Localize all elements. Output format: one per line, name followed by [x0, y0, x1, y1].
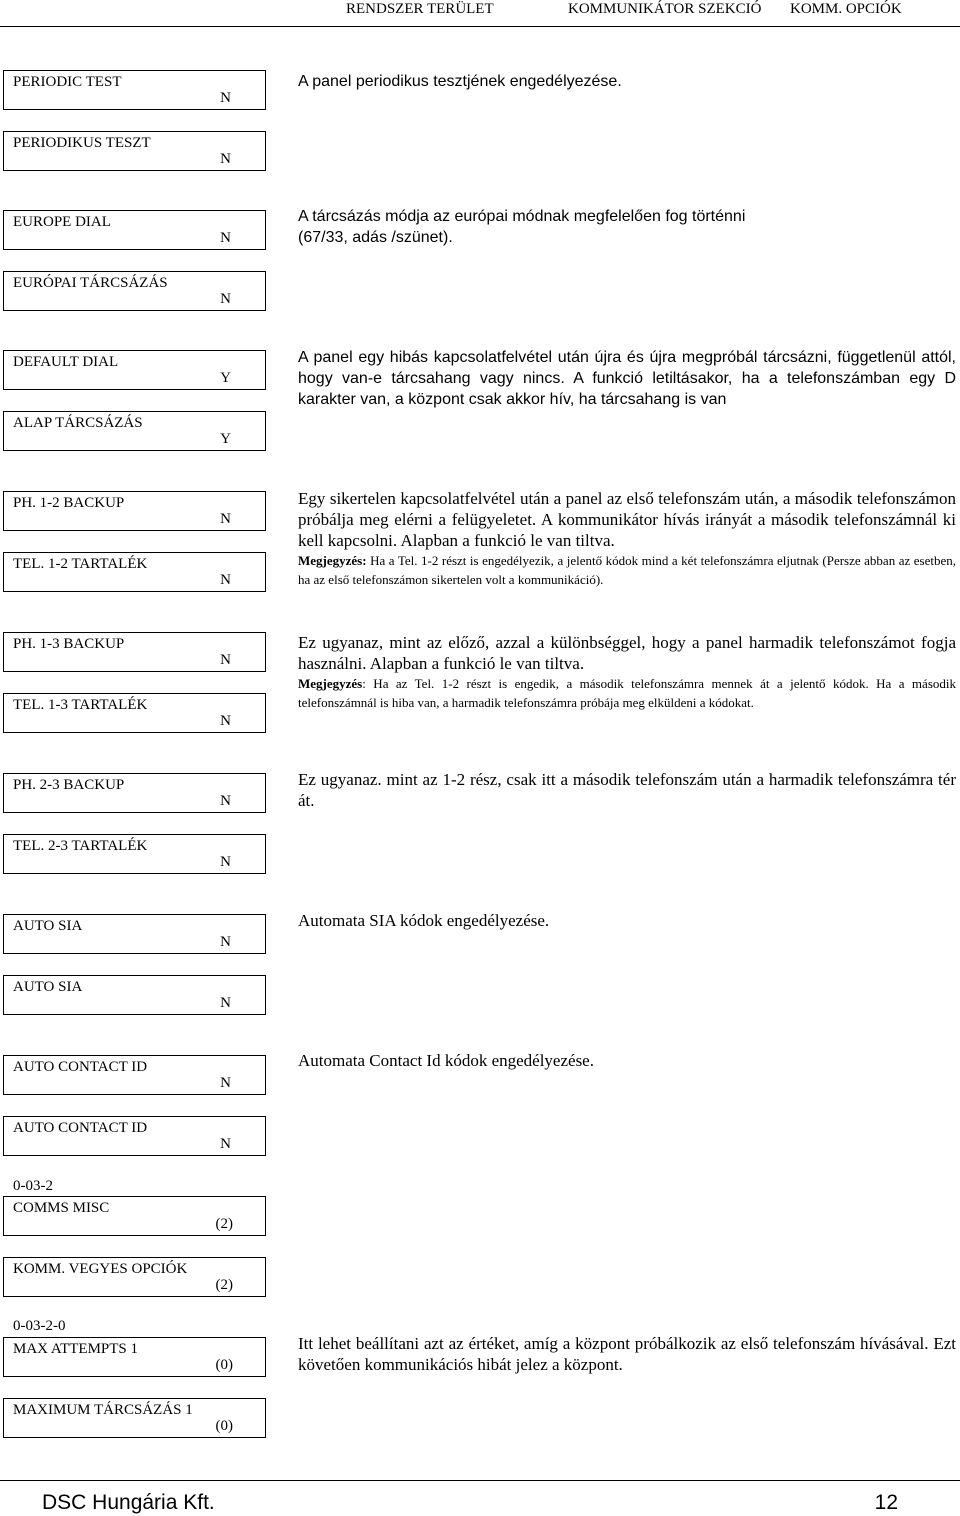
maximum-tarcsazas-field: [3, 1398, 266, 1438]
field-value: N: [220, 713, 231, 729]
ph12-description-text: Egy sikertelen kapcsolatfelvétel után a panel az első telefonszám után, a második telefonszámon próbálja meg elérni a felügyeletet. A kommunikátor hívás irányát a második telefonszámnál ki kell kapcsolni. Alapban a funkció le van tiltva.: [298, 489, 956, 550]
field-label: EURÓPAI TÁRCSÁZÁS: [13, 275, 168, 291]
field-value: (2): [215, 1216, 233, 1232]
page-header: [0, 0, 960, 27]
field-label: AUTO CONTACT ID: [13, 1120, 148, 1136]
note-label: Megjegyzés: [298, 676, 363, 691]
field-label: COMMS MISC: [13, 1200, 110, 1216]
ph23-backup-field: [3, 773, 266, 813]
field-label: KOMM. VEGYES OPCIÓK: [13, 1261, 188, 1277]
field-value: N: [220, 934, 231, 950]
field-label: MAXIMUM TÁRCSÁZÁS 1: [13, 1402, 193, 1418]
ph13-note: [298, 674, 956, 712]
field-label: AUTO CONTACT ID: [13, 1059, 148, 1075]
field-value: N: [220, 1075, 231, 1091]
alap-tarcsazas-field: [3, 411, 266, 451]
header-section-2: KOMMUNIKÁTOR SZEKCIÓ: [568, 1, 762, 17]
tel23-tartalek-field: [3, 834, 266, 874]
default-dial-description: A panel egy hibás kapcsolatfelvétel után újra és újra megpróbál tárcsázni, függetlenül attól, hogy van-e tárcsahang vagy nincs. A funkció letiltásakor, ha a telefonszámban egy D karakter van, a központ csak akkor hív, ha tárcsahang is van: [298, 349, 956, 408]
field-value: Y: [220, 370, 231, 386]
note-text: Ha a Tel. 1-2 részt is engedélyezik, a jelentő kódok mind a két telefonszámra eljutnak (Persze abban az esetben, ha az első telefonszámon sikertelen volt a kommunikáció).: [298, 553, 957, 587]
field-value: N: [220, 511, 231, 527]
field-label: ALAP TÁRCSÁZÁS: [13, 415, 143, 431]
ph13-backup-field: [3, 632, 266, 672]
auto-contact-id-field: [3, 1055, 266, 1095]
field-value: N: [220, 291, 231, 307]
page-number: 12: [874, 1491, 898, 1514]
tel12-tartalek-field: [3, 552, 266, 592]
max-attempts-description: Itt lehet beállítani azt az értéket, amíg a központ próbálkozik az első telefonszám hívásával. Ezt követően kommunikációs hibát jelez a központ.: [298, 1334, 956, 1374]
auto-contact-id-description: Automata Contact Id kódok engedélyezése.: [298, 1051, 594, 1070]
tel13-tartalek-field: [3, 693, 266, 733]
europai-tarcsazas-field: [3, 271, 266, 311]
field-value: N: [220, 995, 231, 1011]
field-value: N: [220, 1136, 231, 1152]
note-text: : Ha az Tel. 1-2 részt is engedik, a második telefonszámra mennek át a jelentő kódok. Ha a második telefonszámnál is hiba van, a harmadik telefonszámra próbája meg elküldeni a kódokat.: [298, 676, 956, 710]
header-section-3: KOMM. OPCIÓK: [790, 1, 902, 17]
field-value: N: [220, 854, 231, 870]
field-label: PERIODIC TEST: [13, 74, 122, 90]
periodic-test-field: [3, 70, 266, 110]
komm-vegyes-opciok-field: [3, 1257, 266, 1297]
field-value: (0): [215, 1418, 233, 1434]
field-value: (2): [215, 1277, 233, 1293]
comms-misc-code: 0-03-2: [13, 1178, 53, 1194]
auto-sia-field: [3, 914, 266, 954]
field-label: AUTO SIA: [13, 918, 83, 934]
field-label: MAX ATTEMPTS 1: [13, 1341, 139, 1357]
field-value: N: [220, 151, 231, 167]
ph12-description: [298, 488, 956, 589]
auto-contact-id-hu-field: [3, 1116, 266, 1156]
periodikus-teszt-field: [3, 131, 266, 171]
field-value: N: [220, 652, 231, 668]
field-label: TEL. 2-3 TARTALÉK: [13, 838, 148, 854]
ph23-description: Ez ugyanaz. mint az 1-2 rész, csak itt a második telefonszám után a harmadik telefonszámra tér át.: [298, 770, 956, 810]
company-name: DSC Hungária Kft.: [42, 1491, 215, 1514]
auto-sia-hu-field: [3, 975, 266, 1015]
field-label: PH. 2-3 BACKUP: [13, 777, 125, 793]
ph12-backup-field: [3, 491, 266, 531]
page-footer: [0, 1480, 960, 1516]
auto-sia-description: Automata SIA kódok engedélyezése.: [298, 911, 550, 930]
periodic-description: A panel periodikus tesztjének engedélyezése.: [298, 73, 622, 90]
field-value: N: [220, 793, 231, 809]
field-label: PERIODIKUS TESZT: [13, 135, 151, 151]
ph12-note: [298, 551, 956, 589]
field-label: AUTO SIA: [13, 979, 83, 995]
field-label: DEFAULT DIAL: [13, 354, 119, 370]
ph13-description: [298, 632, 956, 712]
field-value: N: [220, 572, 231, 588]
field-label: TEL. 1-3 TARTALÉK: [13, 697, 148, 713]
field-value: (0): [215, 1357, 233, 1373]
field-value: N: [220, 90, 231, 106]
note-label: Megjegyzés:: [298, 553, 367, 568]
header-section-1: RENDSZER TERÜLET: [346, 1, 494, 17]
field-label: PH. 1-3 BACKUP: [13, 636, 125, 652]
max-attempts-field: [3, 1337, 266, 1377]
field-value: N: [220, 230, 231, 246]
europe-dial-field: [3, 210, 266, 250]
field-label: TEL. 1-2 TARTALÉK: [13, 556, 148, 572]
europe-description: A tárcsázás módja az európai módnak megfelelően fog történni (67/33, adás /szünet).: [298, 208, 746, 246]
comms-misc-field: [3, 1196, 266, 1236]
field-value: Y: [220, 431, 231, 447]
max-attempts-code: 0-03-2-0: [13, 1318, 66, 1334]
ph13-description-text: Ez ugyanaz, mint az előző, azzal a különbséggel, hogy a panel harmadik telefonszámot fogja használni. Alapban a funkció le van tiltva.: [298, 633, 956, 673]
default-dial-field: [3, 350, 266, 390]
field-label: EUROPE DIAL: [13, 214, 111, 230]
field-label: PH. 1-2 BACKUP: [13, 495, 125, 511]
